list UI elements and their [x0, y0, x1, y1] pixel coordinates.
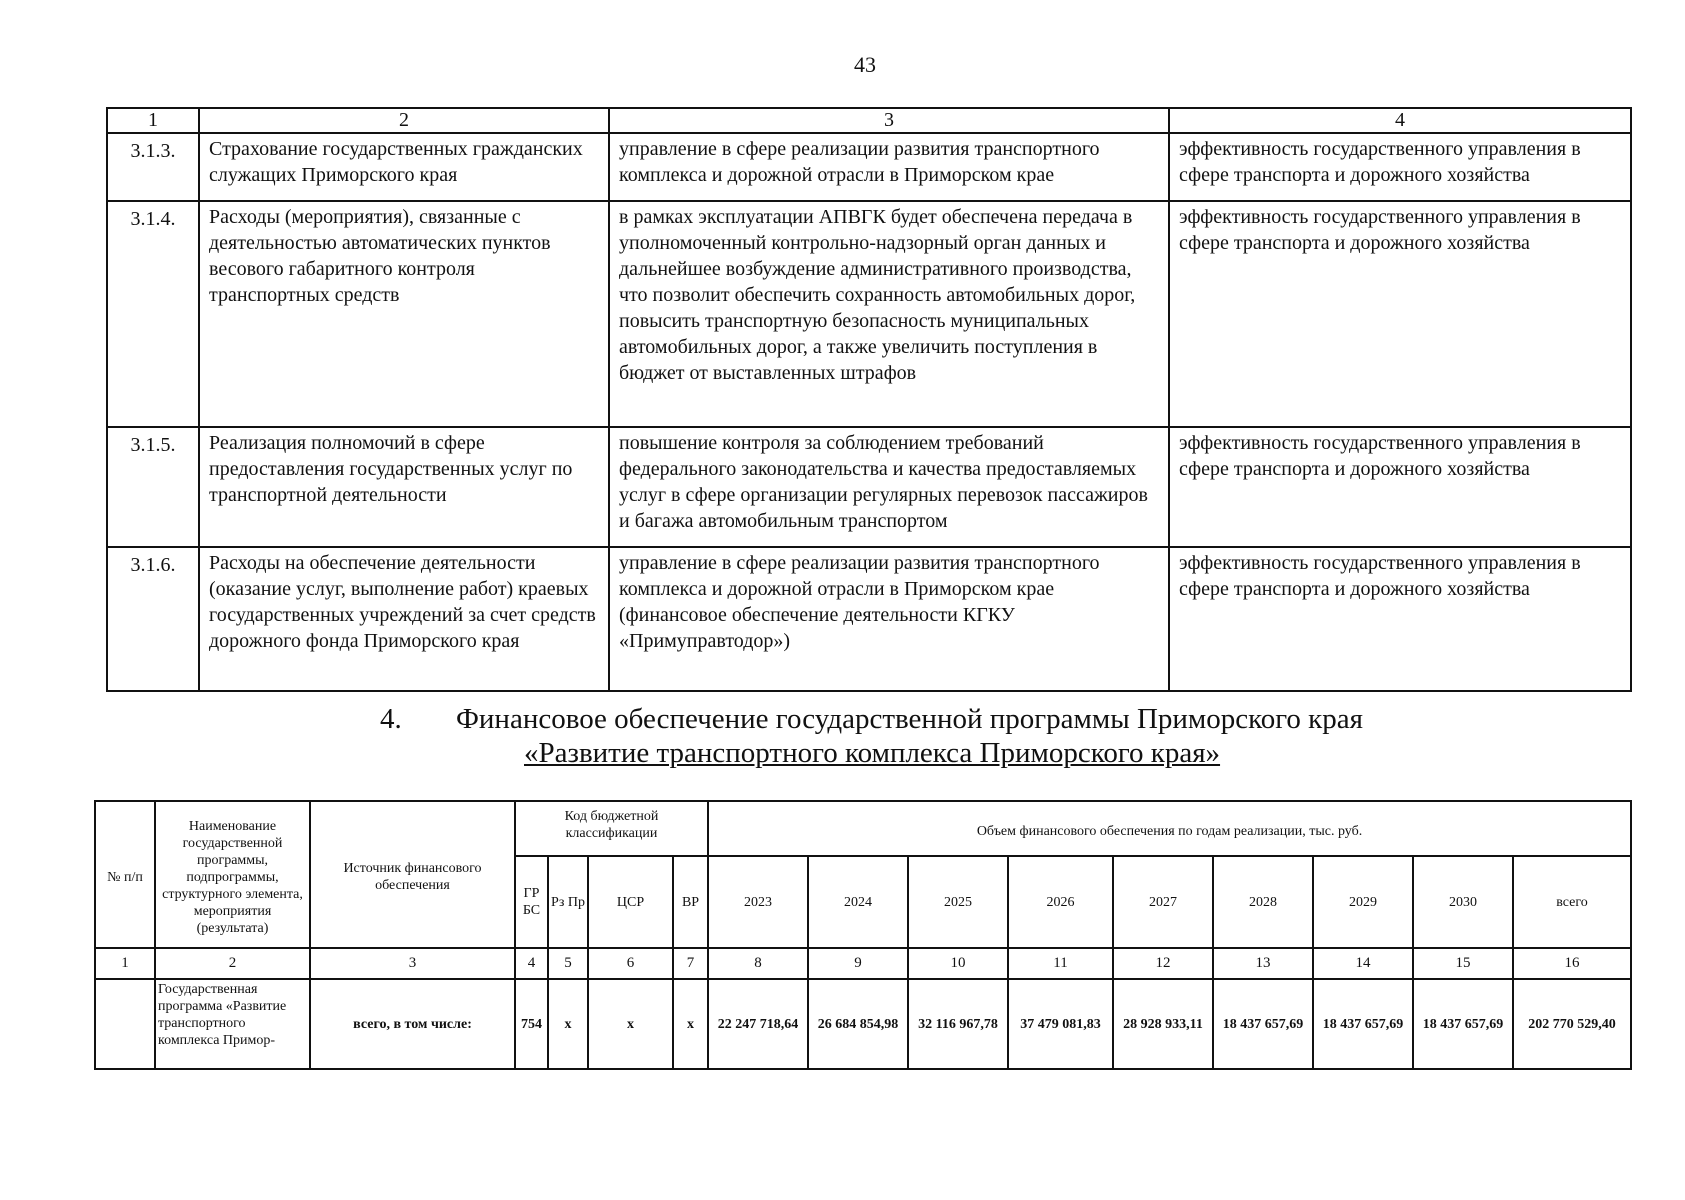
- column-number: 10: [908, 948, 1008, 979]
- row-value: 18 437 657,69: [1313, 979, 1413, 1069]
- header-grbs: ГР БС: [515, 856, 548, 948]
- column-number: 4: [515, 948, 548, 979]
- column-number-row: [107, 108, 1631, 133]
- column-number: 14: [1313, 948, 1413, 979]
- header-year: 2029: [1313, 856, 1413, 948]
- column-number: 7: [673, 948, 708, 979]
- row-value: 22 247 718,64: [708, 979, 808, 1069]
- column-number: 15: [1413, 948, 1513, 979]
- item-result: эффективность государственного управления в сфере транспорта и дорожного хозяйства: [1169, 427, 1631, 547]
- header-year: 2027: [1113, 856, 1213, 948]
- section-number: 4.: [380, 703, 402, 735]
- item-name: Расходы на обеспечение деятельности (оказание услуг, выполнение работ) краевых государственных учреждений за счет средств дорожного фонда Приморского края: [199, 547, 609, 691]
- column-number: 1: [95, 948, 155, 979]
- row-grbs: 754: [515, 979, 548, 1069]
- item-description: управление в сфере реализации развития транспортного комплекса и дорожной отрасли в Приморском крае (финансовое обеспечение деятельности КГКУ «Примуправтодор»): [609, 547, 1169, 691]
- table-row: [107, 133, 1631, 201]
- header-year: 2024: [808, 856, 908, 948]
- column-header: 3: [609, 108, 1169, 133]
- measures-table: [106, 107, 1632, 692]
- header-csr: ЦСР: [588, 856, 673, 948]
- column-number: 5: [548, 948, 588, 979]
- table-row: [107, 201, 1631, 427]
- financing-table: [94, 800, 1632, 1070]
- item-number: 3.1.6.: [107, 547, 199, 691]
- column-number: 9: [808, 948, 908, 979]
- item-description: управление в сфере реализации развития транспортного комплекса и дорожной отрасли в Приморском крае: [609, 133, 1169, 201]
- header-source: Источник финансового обеспечения: [310, 801, 515, 948]
- item-number: 3.1.5.: [107, 427, 199, 547]
- item-name: Реализация полномочий в сфере предоставления государственных услуг по транспортной деятельности: [199, 427, 609, 547]
- table-row: [107, 427, 1631, 547]
- header-num: № п/п: [95, 801, 155, 948]
- header-year: 2030: [1413, 856, 1513, 948]
- column-header: 1: [107, 108, 199, 133]
- header-vr: ВР: [673, 856, 708, 948]
- item-result: эффективность государственного управления в сфере транспорта и дорожного хозяйства: [1169, 133, 1631, 201]
- row-vr: х: [673, 979, 708, 1069]
- row-value: 28 928 933,11: [1113, 979, 1213, 1069]
- row-value: 18 437 657,69: [1413, 979, 1513, 1069]
- item-result: эффективность государственного управления в сфере транспорта и дорожного хозяйства: [1169, 201, 1631, 427]
- header-year: 2026: [1008, 856, 1113, 948]
- table-row: [107, 547, 1631, 691]
- section-title-line1: Финансовое обеспечение государственной программы Приморского края: [456, 703, 1363, 735]
- column-header: 2: [199, 108, 609, 133]
- row-value: 32 116 967,78: [908, 979, 1008, 1069]
- row-value: 37 479 081,83: [1008, 979, 1113, 1069]
- page-number: 43: [854, 52, 876, 77]
- table-row: [95, 979, 1631, 1069]
- column-number: 13: [1213, 948, 1313, 979]
- item-description: повышение контроля за соблюдением требований федерального законодательства и качества предоставляемых услуг в сфере организации регулярных перевозок пассажиров и багажа автомобильным транспортом: [609, 427, 1169, 547]
- column-number: 8: [708, 948, 808, 979]
- column-number: 11: [1008, 948, 1113, 979]
- item-number: 3.1.4.: [107, 201, 199, 427]
- row-rzpr: х: [548, 979, 588, 1069]
- row-csr: х: [588, 979, 673, 1069]
- header-rzpr: Рз Пр: [548, 856, 588, 948]
- item-number: 3.1.3.: [107, 133, 199, 201]
- item-name: Расходы (мероприятия), связанные с деятельностью автоматических пунктов весового габаритного контроля транспортных средств: [199, 201, 609, 427]
- row-value: 18 437 657,69: [1213, 979, 1313, 1069]
- item-description: в рамках эксплуатации АПВГК будет обеспечена передача в уполномоченный контрольно-надзорный орган данных и дальнейшее возбуждение административного производства, что позволит обеспечить сохранность автомобильных дорог, повысить транспортную безопасность муниципальных автомобильных дорог, а также увеличить поступления в бюджет от выставленных штрафов: [609, 201, 1169, 427]
- column-number: 12: [1113, 948, 1213, 979]
- row-source: всего, в том числе:: [310, 979, 515, 1069]
- column-number: 3: [310, 948, 515, 979]
- header-total: всего: [1513, 856, 1631, 948]
- header-volume: Объем финансового обеспечения по годам реализации, тыс. руб.: [708, 801, 1631, 856]
- column-number: 6: [588, 948, 673, 979]
- header-year: 2025: [908, 856, 1008, 948]
- header-year: 2023: [708, 856, 808, 948]
- column-header: 4: [1169, 108, 1631, 133]
- row-value: 26 684 854,98: [808, 979, 908, 1069]
- column-number-row: [95, 948, 1631, 979]
- column-number: 16: [1513, 948, 1631, 979]
- header-kbk: Код бюджетной классификации: [515, 801, 708, 856]
- row-num: [95, 979, 155, 1069]
- header-row: [95, 801, 1631, 856]
- section-title-line2: «Развитие транспортного комплекса Приморского края»: [524, 737, 1221, 769]
- item-result: эффективность государственного управления в сфере транспорта и дорожного хозяйства: [1169, 547, 1631, 691]
- column-number: 2: [155, 948, 310, 979]
- item-name: Страхование государственных гражданских служащих Приморского края: [199, 133, 609, 201]
- header-name: Наименование государственной программы, подпрограммы, структурного элемента, мероприятия (результата): [155, 801, 310, 948]
- row-name: Государственная программа «Развитие транспортного комплекса Примор-: [155, 979, 310, 1069]
- header-year: 2028: [1213, 856, 1313, 948]
- row-total: 202 770 529,40: [1513, 979, 1631, 1069]
